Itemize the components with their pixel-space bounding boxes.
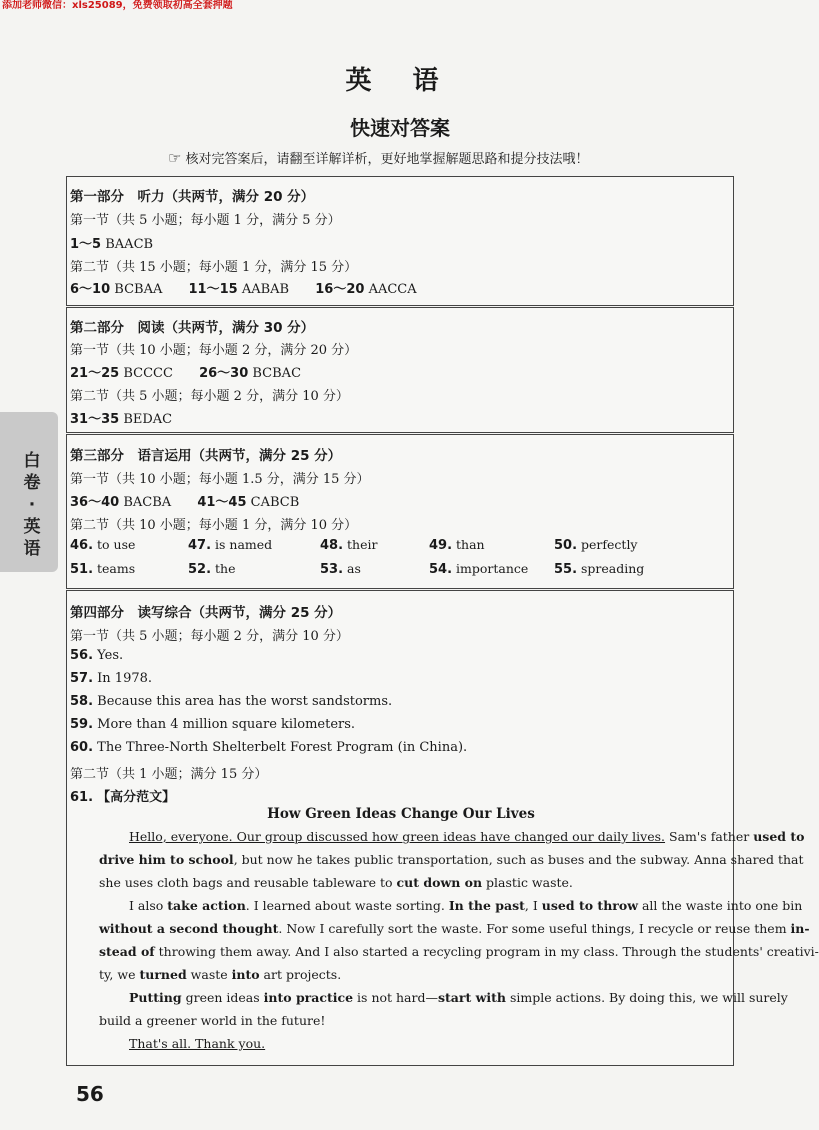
essay-text: throwing them away. And I also started a recycling program in my class. Through the students' creativi- <box>154 944 819 959</box>
essay-key-phrase: used to throw <box>541 898 638 913</box>
answer-value: AACCA <box>368 282 417 297</box>
essay-key-phrase: into practice <box>263 990 354 1005</box>
question-number: 61. <box>70 790 94 805</box>
essay-key-phrase: start with <box>438 990 506 1005</box>
part4-subsection1: 第一节（共 5 小题；每小题 2 分，满分 10 分） <box>70 629 349 644</box>
answer-value: BEDAC <box>123 412 173 427</box>
answer-value: is named <box>215 537 273 552</box>
question-number: 52. <box>188 562 212 577</box>
essay-text: . Now I carefully sort the waste. For some useful things, I recycle or reuse them <box>278 921 791 936</box>
answer-line <box>70 740 467 755</box>
essay-key-phrase: stead of <box>99 944 155 959</box>
essay-line <box>99 1013 325 1028</box>
question-number: 55. <box>554 562 578 577</box>
essay-key-phrase: Putting <box>129 990 182 1005</box>
answer-value: Because this area has the worst sandstorms. <box>97 694 393 709</box>
essay-text: Hello, everyone. Our group discussed how green ideas have changed our daily lives. <box>129 829 666 844</box>
part2-subsection1: 第一节（共 10 小题；每小题 2 分，满分 20 分） <box>70 343 358 358</box>
model-essay-label: 【高分范文】 <box>97 790 176 805</box>
essay-line <box>99 944 819 959</box>
answer-item <box>429 537 485 553</box>
part3-heading: 第三部分 语言运用（共两节，满分 25 分） <box>70 448 342 464</box>
answer-range: 16～20 <box>315 282 365 297</box>
answer-line <box>70 671 152 686</box>
answer-range: 41～45 <box>197 495 247 510</box>
side-tab-label: 白卷·英语 <box>23 451 41 559</box>
answer-line <box>70 408 172 427</box>
part2-reading-section <box>66 307 734 433</box>
essay-key-phrase: without a second thought <box>99 921 279 936</box>
answer-item <box>188 537 272 553</box>
answer-item <box>554 561 644 577</box>
question-number: 54. <box>429 562 453 577</box>
fill-blank-answers <box>67 537 727 585</box>
question-number: 57. <box>70 671 94 686</box>
pointing-hand-icon: ☞ <box>168 149 182 167</box>
answer-value: More than 4 million square kilometers. <box>97 717 356 732</box>
essay-line <box>129 990 788 1005</box>
answer-value: perfectly <box>581 537 638 552</box>
essay-key-phrase: drive him to school <box>99 852 234 867</box>
page-title: 英 语 <box>345 66 455 96</box>
essay-text: she uses cloth bags and reusable tableware to <box>99 875 397 890</box>
essay-text: waste <box>186 967 232 982</box>
answer-value: spreading <box>581 561 645 576</box>
answer-item <box>429 561 528 577</box>
essay-text: build a greener world in the future! <box>99 1013 326 1028</box>
part1-subsection1: 第一节（共 5 小题；每小题 1 分，满分 5 分） <box>70 213 341 228</box>
part4-subsection2: 第二节（共 1 小题；满分 15 分） <box>70 767 268 782</box>
answer-value: teams <box>97 561 136 576</box>
essay-line <box>129 898 802 913</box>
essay-line <box>99 875 573 890</box>
answer-range: 36～40 <box>70 495 120 510</box>
question-number: 59. <box>70 717 94 732</box>
question-number: 56. <box>70 648 94 663</box>
essay-line <box>129 829 805 844</box>
tip-text: 核对完答案后，请翻至详解详析，更好地掌握解题思路和提分技法哦！ <box>185 152 589 167</box>
part4-reading-writing-section <box>66 590 819 1066</box>
page-subtitle: 快速对答案 <box>350 116 450 140</box>
answer-value: Yes. <box>97 648 124 663</box>
answer-value: BCBAC <box>252 366 302 381</box>
essay-key-phrase: turned <box>139 967 187 982</box>
answer-value: their <box>347 537 378 552</box>
question-number: 60. <box>70 740 94 755</box>
answer-line <box>70 717 355 732</box>
answer-line <box>70 491 299 510</box>
answer-value: The Three-North Shelterbelt Forest Program (in China). <box>97 740 468 755</box>
essay-text: plastic waste. <box>482 875 573 890</box>
essay-text: That's all. Thank you. <box>129 1036 266 1051</box>
essay-title: How Green Ideas Change Our Lives <box>267 806 535 822</box>
question-number: 51. <box>70 562 94 577</box>
tip-line <box>168 148 588 167</box>
answer-line <box>70 233 153 252</box>
answer-range: 26～30 <box>199 366 249 381</box>
question-number: 46. <box>70 538 94 553</box>
answer-range: 1～5 <box>70 237 102 252</box>
essay-line <box>99 921 810 936</box>
answer-line <box>70 278 417 297</box>
answer-line <box>70 694 392 709</box>
answer-value: the <box>215 561 236 576</box>
essay-text: ty, we <box>99 967 140 982</box>
essay-text: is not hard— <box>353 990 438 1005</box>
answer-value: AABAB <box>241 282 290 297</box>
essay-line <box>99 852 804 867</box>
essay-key-phrase: in- <box>790 921 810 936</box>
essay-text: all the waste into one bin <box>637 898 803 913</box>
essay-text: I also <box>129 898 168 913</box>
essay-text: green ideas <box>181 990 264 1005</box>
answer-item <box>554 537 638 553</box>
answer-item <box>320 537 377 553</box>
question-number: 49. <box>429 538 453 553</box>
answer-range: 31～35 <box>70 412 120 427</box>
essay-key-phrase: into <box>231 967 260 982</box>
answer-value: BACBA <box>123 495 172 510</box>
answer-value: BAACB <box>105 237 154 252</box>
question-number: 50. <box>554 538 578 553</box>
part2-heading: 第二部分 阅读（共两节，满分 30 分） <box>70 320 315 336</box>
answer-item <box>70 561 135 577</box>
part1-heading: 第一部分 听力（共两节，满分 20 分） <box>70 189 315 205</box>
part2-subsection2: 第二节（共 5 小题；每小题 2 分，满分 10 分） <box>70 389 349 404</box>
answer-item <box>320 561 361 577</box>
part1-subsection2: 第二节（共 15 小题；每小题 1 分，满分 15 分） <box>70 260 358 275</box>
question-number: 53. <box>320 562 344 577</box>
answer-line <box>70 786 175 805</box>
answer-value: In 1978. <box>97 671 153 686</box>
part3-subsection1: 第一节（共 10 小题；每小题 1.5 分，满分 15 分） <box>70 472 370 487</box>
essay-key-phrase: cut down on <box>396 875 483 890</box>
side-tab <box>0 412 58 572</box>
answer-value: CABCB <box>250 495 300 510</box>
answer-item <box>70 537 135 553</box>
essay-key-phrase: In the past <box>448 898 525 913</box>
essay-text: , I <box>524 898 542 913</box>
essay-key-phrase: used to <box>753 829 805 844</box>
question-number: 48. <box>320 538 344 553</box>
answer-line <box>70 362 301 381</box>
essay-key-phrase: take action <box>167 898 246 913</box>
essay-text: . I learned about waste sorting. <box>245 898 449 913</box>
answer-range: 11～15 <box>188 282 238 297</box>
essay-line <box>129 1036 265 1051</box>
answer-value: than <box>456 537 485 552</box>
answer-value: BCCCC <box>123 366 173 381</box>
part3-subsection2: 第二节（共 10 小题；每小题 1 分，满分 10 分） <box>70 518 358 533</box>
essay-line <box>99 967 341 982</box>
part3-language-use-section <box>66 434 734 589</box>
promo-banner-text: 添加老师微信：xls25089，免费领取初高全套押题 <box>2 0 233 11</box>
page-number: 56 <box>76 1082 104 1106</box>
answer-value: as <box>347 561 361 576</box>
answer-value: importance <box>456 561 529 576</box>
answer-range: 21～25 <box>70 366 120 381</box>
essay-text: Sam's father <box>665 829 754 844</box>
part4-heading: 第四部分 读写综合（共两节，满分 25 分） <box>70 605 342 621</box>
question-number: 47. <box>188 538 212 553</box>
answer-value: to use <box>97 537 136 552</box>
part1-listening-section <box>66 176 734 306</box>
answer-value: BCBAA <box>114 282 163 297</box>
answer-item <box>188 561 236 577</box>
essay-text: , but now he takes public transportation, such as buses and the subway. Anna shared that <box>233 852 804 867</box>
essay-text: simple actions. By doing this, we will surely <box>506 990 788 1005</box>
answer-range: 6～10 <box>70 282 111 297</box>
answer-line <box>70 648 123 663</box>
essay-text: art projects. <box>259 967 342 982</box>
question-number: 58. <box>70 694 94 709</box>
